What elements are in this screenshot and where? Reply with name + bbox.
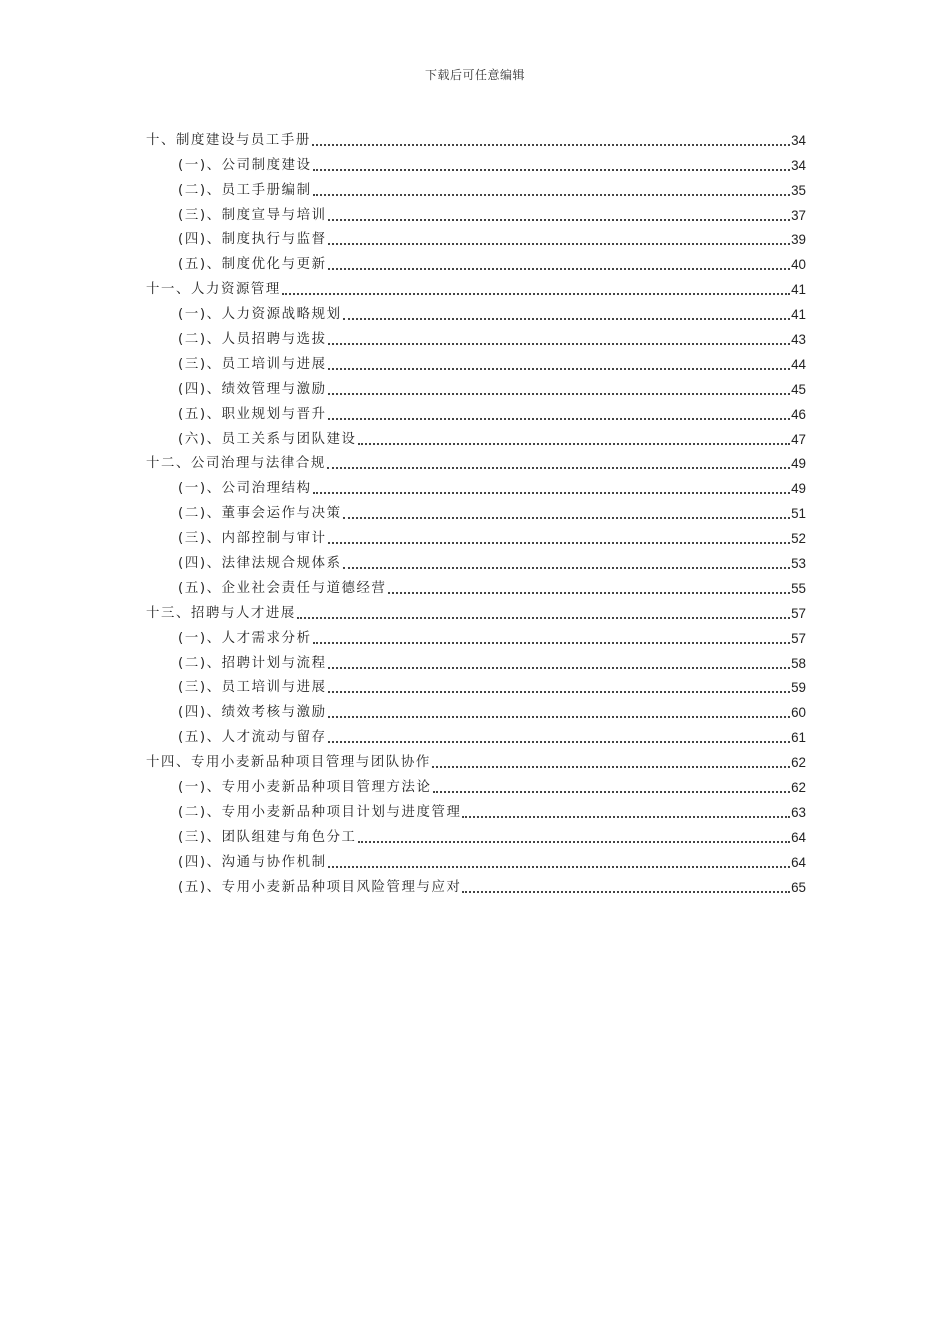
toc-entry-page: 63 bbox=[791, 804, 806, 820]
toc-entry-title: (五)、专用小麦新品种项目风险管理与应对 bbox=[178, 879, 462, 895]
toc-entry-title: (二)、董事会运作与决策 bbox=[178, 506, 342, 522]
toc-dot-leader bbox=[328, 741, 791, 743]
toc-entry-title: 十四、专用小麦新品种项目管理与团队协作 bbox=[146, 755, 431, 771]
toc-entry[interactable] bbox=[146, 773, 806, 798]
toc-entry-page: 64 bbox=[791, 854, 806, 870]
toc-entry[interactable] bbox=[146, 599, 806, 624]
toc-dot-leader bbox=[327, 467, 790, 469]
toc-entry-title: (四)、制度执行与监督 bbox=[178, 232, 327, 248]
toc-dot-leader bbox=[328, 716, 791, 718]
toc-entry[interactable] bbox=[146, 425, 806, 450]
toc-dot-leader bbox=[388, 592, 791, 594]
toc-dot-leader bbox=[433, 791, 791, 793]
toc-entry[interactable] bbox=[146, 823, 806, 848]
toc-entry-page: 45 bbox=[791, 381, 806, 397]
toc-entry-page: 49 bbox=[791, 456, 806, 472]
toc-dot-leader bbox=[462, 891, 790, 893]
page-header: 下载后可任意编辑 bbox=[424, 68, 525, 82]
toc-entry[interactable] bbox=[146, 723, 806, 748]
toc-entry-page: 52 bbox=[791, 531, 806, 547]
toc-dot-leader bbox=[313, 169, 791, 171]
toc-entry-page: 60 bbox=[791, 705, 806, 721]
toc-entry-page: 55 bbox=[791, 580, 806, 596]
toc-entry-page: 35 bbox=[791, 182, 806, 198]
toc-dot-leader bbox=[328, 393, 791, 395]
toc-entry[interactable] bbox=[146, 375, 806, 400]
toc-entry-title: 十一、人力资源管理 bbox=[146, 282, 281, 298]
toc-entry[interactable] bbox=[146, 748, 806, 773]
toc-entry-title: (四)、绩效管理与激励 bbox=[178, 381, 327, 397]
toc-entry[interactable] bbox=[146, 698, 806, 723]
toc-dot-leader bbox=[297, 617, 790, 619]
toc-dot-leader bbox=[313, 642, 791, 644]
toc-dot-leader bbox=[328, 343, 791, 345]
toc-dot-leader bbox=[328, 866, 791, 868]
toc-entry[interactable] bbox=[146, 624, 806, 649]
toc-dot-leader bbox=[358, 443, 791, 445]
toc-entry[interactable] bbox=[146, 300, 806, 325]
toc-entry[interactable] bbox=[146, 474, 806, 499]
toc-dot-leader bbox=[328, 219, 791, 221]
toc-entry[interactable] bbox=[146, 649, 806, 674]
toc-entry-page: 34 bbox=[791, 157, 806, 173]
toc-dot-leader bbox=[312, 144, 790, 146]
toc-dot-leader bbox=[343, 318, 791, 320]
toc-entry-page: 65 bbox=[791, 879, 806, 895]
toc-entry-title: (一)、人才需求分析 bbox=[178, 630, 312, 646]
toc-entry[interactable] bbox=[146, 201, 806, 226]
toc-entry-title: (六)、员工关系与团队建设 bbox=[178, 431, 357, 447]
toc-entry-page: 62 bbox=[791, 780, 806, 796]
toc-entry-page: 43 bbox=[791, 332, 806, 348]
toc-entry-page: 64 bbox=[791, 829, 806, 845]
toc-entry[interactable] bbox=[146, 848, 806, 873]
toc-entry[interactable] bbox=[146, 524, 806, 549]
toc-entry[interactable] bbox=[146, 151, 806, 176]
toc-entry[interactable] bbox=[146, 674, 806, 699]
toc-entry-title: (五)、人才流动与留存 bbox=[178, 730, 327, 746]
toc-entry-page: 59 bbox=[791, 680, 806, 696]
toc-entry[interactable] bbox=[146, 499, 806, 524]
toc-entry-title: (四)、绩效考核与激励 bbox=[178, 705, 327, 721]
toc-entry-page: 61 bbox=[791, 730, 806, 746]
toc-entry[interactable] bbox=[146, 226, 806, 251]
toc-entry-title: (三)、员工培训与进展 bbox=[178, 680, 327, 696]
toc-entry-page: 57 bbox=[791, 605, 806, 621]
toc-entry-title: (五)、企业社会责任与道德经营 bbox=[178, 580, 387, 596]
toc-entry-page: 40 bbox=[791, 257, 806, 273]
toc-entry-page: 62 bbox=[791, 755, 806, 771]
toc-entry[interactable] bbox=[146, 176, 806, 201]
toc-entry[interactable] bbox=[146, 549, 806, 574]
table-of-contents bbox=[146, 126, 806, 898]
toc-entry-page: 53 bbox=[791, 556, 806, 572]
toc-entry[interactable] bbox=[146, 126, 806, 151]
toc-entry-title: (一)、专用小麦新品种项目管理方法论 bbox=[178, 780, 432, 796]
toc-dot-leader bbox=[328, 243, 791, 245]
toc-entry[interactable] bbox=[146, 873, 806, 898]
toc-entry[interactable] bbox=[146, 798, 806, 823]
toc-entry-title: (二)、人员招聘与选拔 bbox=[178, 332, 327, 348]
toc-entry-page: 34 bbox=[791, 132, 806, 148]
toc-entry-title: 十三、招聘与人才进展 bbox=[146, 605, 296, 621]
toc-dot-leader bbox=[432, 766, 790, 768]
toc-entry-title: 十二、公司治理与法律合规 bbox=[146, 456, 326, 472]
toc-entry-title: (三)、制度宣导与培训 bbox=[178, 207, 327, 223]
toc-entry-page: 39 bbox=[791, 232, 806, 248]
toc-entry-page: 47 bbox=[791, 431, 806, 447]
toc-entry-title: (五)、制度优化与更新 bbox=[178, 257, 327, 273]
toc-dot-leader bbox=[343, 567, 791, 569]
toc-entry-page: 58 bbox=[791, 655, 806, 671]
toc-entry-title: (一)、公司制度建设 bbox=[178, 157, 312, 173]
toc-entry-page: 49 bbox=[791, 481, 806, 497]
toc-entry-page: 41 bbox=[791, 307, 806, 323]
toc-dot-leader bbox=[313, 194, 791, 196]
toc-dot-leader bbox=[282, 293, 790, 295]
toc-dot-leader bbox=[328, 418, 791, 420]
toc-entry-page: 57 bbox=[791, 630, 806, 646]
toc-dot-leader bbox=[328, 542, 791, 544]
toc-entry[interactable] bbox=[146, 400, 806, 425]
toc-entry-title: (四)、法律法规合规体系 bbox=[178, 556, 342, 572]
toc-dot-leader bbox=[358, 841, 791, 843]
toc-dot-leader bbox=[328, 368, 791, 370]
toc-entry-page: 41 bbox=[791, 282, 806, 298]
toc-entry-title: (二)、招聘计划与流程 bbox=[178, 655, 327, 671]
toc-entry[interactable] bbox=[146, 250, 806, 275]
toc-entry-title: (三)、员工培训与进展 bbox=[178, 356, 327, 372]
toc-entry-title: (二)、专用小麦新品种项目计划与进度管理 bbox=[178, 804, 462, 820]
toc-entry-title: (三)、团队组建与角色分工 bbox=[178, 829, 357, 845]
toc-dot-leader bbox=[328, 667, 791, 669]
toc-entry-title: (五)、职业规划与晋升 bbox=[178, 406, 327, 422]
toc-entry-page: 51 bbox=[791, 506, 806, 522]
toc-entry[interactable] bbox=[146, 325, 806, 350]
toc-entry-title: (三)、内部控制与审计 bbox=[178, 531, 327, 547]
toc-dot-leader bbox=[462, 816, 790, 818]
toc-entry[interactable] bbox=[146, 275, 806, 300]
toc-entry-title: (二)、员工手册编制 bbox=[178, 182, 312, 198]
toc-entry-page: 46 bbox=[791, 406, 806, 422]
toc-entry-page: 37 bbox=[791, 207, 806, 223]
toc-entry[interactable] bbox=[146, 450, 806, 475]
toc-entry-title: (四)、沟通与协作机制 bbox=[178, 854, 327, 870]
toc-dot-leader bbox=[343, 517, 791, 519]
toc-entry[interactable] bbox=[146, 350, 806, 375]
toc-entry-page: 44 bbox=[791, 356, 806, 372]
toc-entry-title: (一)、公司治理结构 bbox=[178, 481, 312, 497]
toc-dot-leader bbox=[328, 268, 791, 270]
toc-entry-title: (一)、人力资源战略规划 bbox=[178, 307, 342, 323]
toc-entry[interactable] bbox=[146, 574, 806, 599]
toc-dot-leader bbox=[313, 492, 791, 494]
toc-dot-leader bbox=[328, 691, 791, 693]
toc-entry-title: 十、制度建设与员工手册 bbox=[146, 132, 311, 148]
